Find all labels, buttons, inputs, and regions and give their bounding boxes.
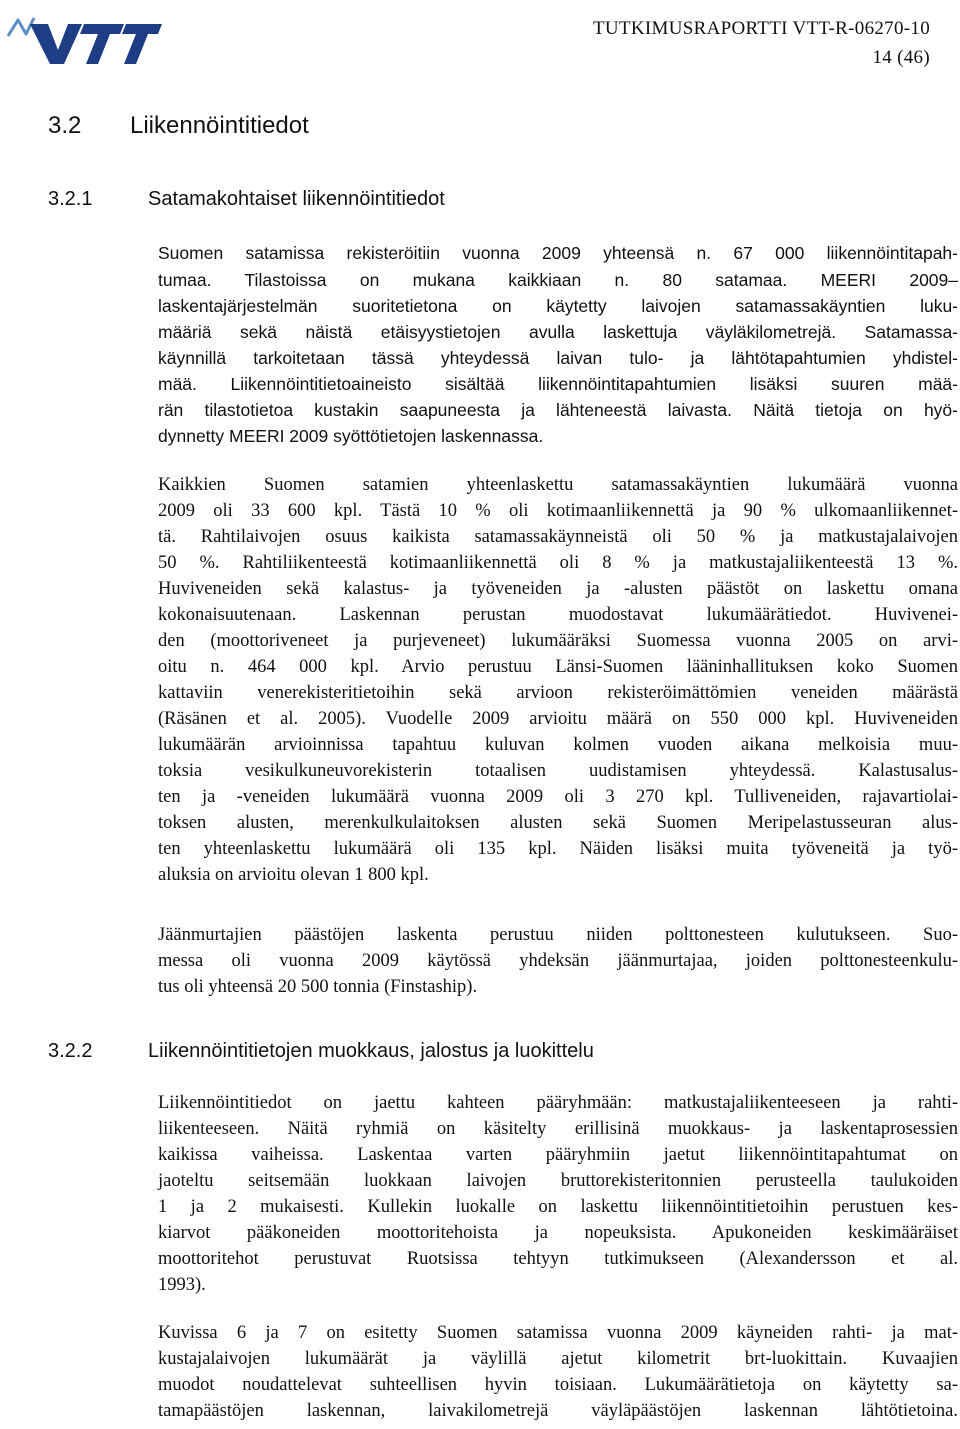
body-line: Huviveneiden sekä kalastus- ja työveneiden ja -alusten päästöt on laskettu omana	[158, 579, 958, 599]
body-line: 2009 oli 33 600 kpl. Tästä 10 % oli kotimaanliikennettä ja 90 % ulkomaanliikennet-	[158, 501, 958, 521]
body-line: Jäänmurtajien päästöjen laskenta perustuu niiden polttonesteen kulutukseen. Suo-	[158, 925, 958, 945]
body-line: lukumäärän arvioinnissa tapahtuu kuluvan kolmen vuoden aikana melkoisia muu-	[158, 735, 958, 755]
body-line: Kaikkien Suomen satamien yhteenlaskettu satamassakäyntien lukumäärä vuonna	[158, 475, 958, 495]
body-line: moottoritehot perustuvat Ruotsissa tehtyyn tutkimukseen (Alexandersson et al.	[158, 1249, 958, 1269]
body-line: määriä sekä näistä etäisyystietojen avulla laskettuja väyläkilometrejä. Satamassa-	[158, 322, 958, 342]
body-line: aluksia on arvioitu olevan 1 800 kpl.	[158, 865, 429, 885]
report-id: TUTKIMUSRAPORTTI VTT-R-06270-10	[593, 18, 930, 39]
body-line: oitu n. 464 000 kpl. Arvio perustuu Länsi-Suomen lääninhallituksen koko Suomen	[158, 657, 958, 677]
body-line: kokonaisuutenaan. Laskennan perustan muodostavat lukumäärätiedot. Huvivenei-	[158, 605, 958, 625]
body-line: den (moottoriveneet ja purjeveneet) lukumääräksi Suomessa vuonna 2005 on arvi-	[158, 631, 958, 651]
body-line: jaoteltu seitsemään luokkaan laivojen bruttorekisteritonnien perusteella taulukoiden	[158, 1171, 958, 1191]
body-line: tä. Rahtilaivojen osuus kaikista satamassakäynneistä oli 50 % ja matkustajalaivojen	[158, 527, 958, 547]
body-line: toksia vesikulkuneuvorekisterin totaalisen uudistamisen yhteydessä. Kalastusalus-	[158, 761, 958, 781]
body-line: 50 %. Rahtiliikenteestä kotimaanliikennettä oli 8 % ja matkustajaliikenteestä 13 %.	[158, 553, 958, 573]
body-line: mää. Liikennöintitietoaineisto sisältää liikennöintitapahtumien lisäksi suuren mää-	[158, 374, 958, 394]
body-line: tumaa. Tilastoissa on mukana kaikkiaan n. 80 satamaa. MEERI 2009–	[158, 270, 958, 290]
body-line: dynnetty MEERI 2009 syöttötietojen laskennassa.	[158, 426, 544, 446]
body-line: tus oli yhteensä 20 500 tonnia (Finstaship).	[158, 977, 478, 997]
page-number: 14 (46)	[872, 47, 930, 68]
body-line: laskentajärjestelmän suoritetietona on käytetty laivojen satamassakäyntien luku-	[158, 296, 958, 316]
body-line: messa oli vuonna 2009 käytössä yhdeksän jäänmurtajaa, joiden polttonesteenkulu-	[158, 951, 958, 971]
body-line: kustajalaivojen lukumäärät ja väylillä ajetut kilometrit brt-luokittain. Kuvaajien	[158, 1349, 958, 1369]
body-line: toksen alusten, merenkulkulaitoksen alusten sekä Suomen Meripelastusseuran alus-	[158, 813, 958, 833]
body-line: kiarvot pääkoneiden moottoritehoista ja nopeuksista. Apukoneiden keskimääräiset	[158, 1223, 958, 1243]
section-number: 3.2	[48, 112, 82, 139]
vtt-logo	[4, 6, 164, 66]
body-line: 1 ja 2 mukaisesti. Kullekin luokalle on laskettu liikennöintitietoihin perustuen kes-	[158, 1197, 958, 1217]
subsection-number: 3.2.2	[48, 1040, 93, 1062]
body-line: ten yhteenlaskettu lukumäärä oli 135 kpl. Näiden lisäksi muita työveneitä ja työ-	[158, 839, 958, 859]
body-line: käynnillä tarkoitetaan tässä yhteydessä laivan tulo- ja lähtötapahtumien yhdistel-	[158, 348, 958, 368]
subsection-title: Liikennöintitietojen muokkaus, jalostus ja luokittelu	[148, 1040, 594, 1062]
body-line: rän tilastotietoa kustakin saapuneesta ja lähteneestä laivasta. Näitä tietoja on hyö-	[158, 400, 958, 420]
subsection-title: Satamakohtaiset liikennöintitiedot	[148, 188, 445, 210]
body-line: 1993).	[158, 1275, 206, 1295]
section-title: Liikennöintitiedot	[130, 112, 309, 139]
body-line: kaikissa vaiheissa. Laskentaa varten pääryhmiin jaetut liikennöintitapahtumat on	[158, 1145, 958, 1165]
body-line: Kuvissa 6 ja 7 on esitetty Suomen satamissa vuonna 2009 käyneiden rahti- ja mat-	[158, 1323, 958, 1343]
body-line: Liikennöintitiedot on jaettu kahteen pääryhmään: matkustajaliikenteeseen ja rahti-	[158, 1093, 958, 1113]
body-line: ten ja -veneiden lukumäärä vuonna 2009 oli 3 270 kpl. Tulliveneiden, rajavartiolai-	[158, 787, 958, 807]
body-line: muodot noudattelevat suhteellisen hyvin toisiaan. Lukumäärätietoja on käytetty sa-	[158, 1375, 958, 1395]
subsection-number: 3.2.1	[48, 188, 93, 210]
body-line: (Räsänen et al. 2005). Vuodelle 2009 arvioitu määrä on 550 000 kpl. Huviveneiden	[158, 709, 958, 729]
subsection-heading	[48, 1040, 594, 1063]
body-line: liikenteeseen. Näitä ryhmiä on käsitelty erillisinä muokkaus- ja laskentaprosessien	[158, 1119, 958, 1139]
body-line: kattaviin venerekisteritietoihin sekä arvioon rekisteröimättömien veneiden määrästä	[158, 683, 958, 703]
body-line: Suomen satamissa rekisteröitiin vuonna 2009 yhteensä n. 67 000 liikennöintitapah-	[158, 243, 958, 263]
subsection-heading	[48, 188, 445, 211]
section-heading	[48, 112, 309, 140]
body-line: tamapäästöjen laskennan, laivakilometrejä väyläpäästöjen laskennan lähtötietoina.	[158, 1401, 958, 1421]
